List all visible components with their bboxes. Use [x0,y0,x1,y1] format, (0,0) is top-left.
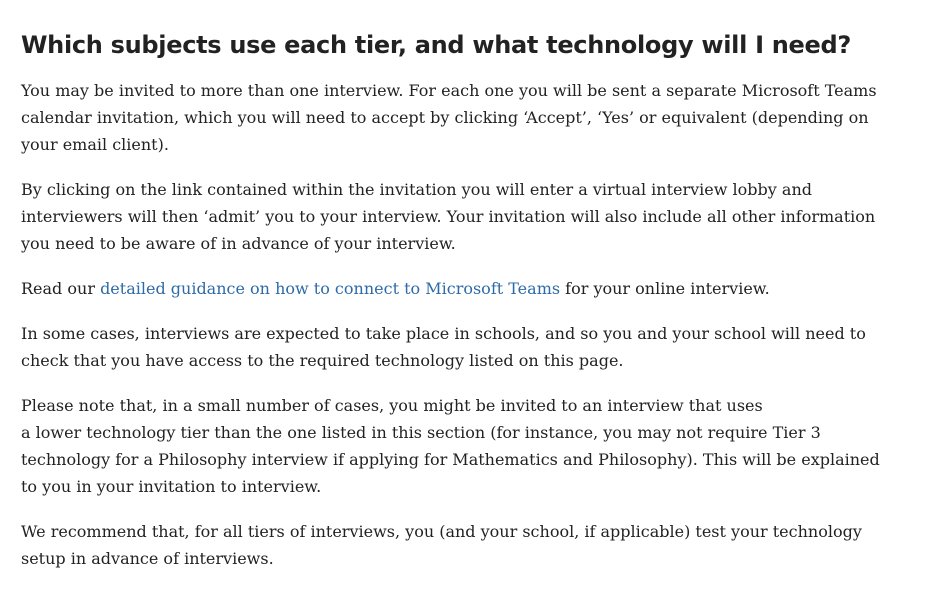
paragraph-lobby [21,176,921,257]
paragraph-lower-tier [21,392,921,500]
paragraph-line: We recommend that, for all tiers of interviews, you (and your school, if applicable) test your technology [21,522,862,541]
paragraph-line: By clicking on the link contained within the invitation you will enter a virtual interview lobby and [21,180,812,199]
teams-guidance-link[interactable]: detailed guidance on how to connect to Microsoft Teams [100,279,561,298]
paragraph-line: technology for a Philosophy interview if applying for Mathematics and Philosophy). This will be explained [21,450,880,469]
paragraph-line: calendar invitation, which you will need to accept by clicking ‘Accept’, ‘Yes’ or equivalent (depending on [21,108,869,127]
paragraph-line: In some cases, interviews are expected to take place in schools, and so you and your school will need to [21,324,866,343]
paragraph-line: your email client). [21,135,169,154]
paragraph-test-technology [21,518,921,572]
paragraph-invitations [21,77,921,158]
paragraph-line: to you in your invitation to interview. [21,477,322,496]
paragraph-text: for your online interview. [560,279,770,298]
paragraph-line: Please note that, in a small number of cases, you might be invited to an interview that uses [21,396,763,415]
paragraph-line: interviewers will then ‘admit’ you to your interview. Your invitation will also include all other information [21,207,876,226]
paragraph-text: Read our [21,279,101,298]
paragraph-line: setup in advance of interviews. [21,549,274,568]
article-content [21,26,921,590]
paragraph-line: you need to be aware of in advance of your interview. [21,234,456,253]
paragraph-schools [21,320,921,374]
paragraph-line: a lower technology tier than the one listed in this section (for instance, you may not require Tier 3 [21,423,821,442]
paragraph-line: check that you have access to the required technology listed on this page. [21,351,624,370]
section-heading: Which subjects use each tier, and what technology will I need? [21,31,852,59]
paragraph-guidance [21,275,921,302]
paragraph-line: You may be invited to more than one interview. For each one you will be sent a separate Microsoft Teams [21,81,877,100]
